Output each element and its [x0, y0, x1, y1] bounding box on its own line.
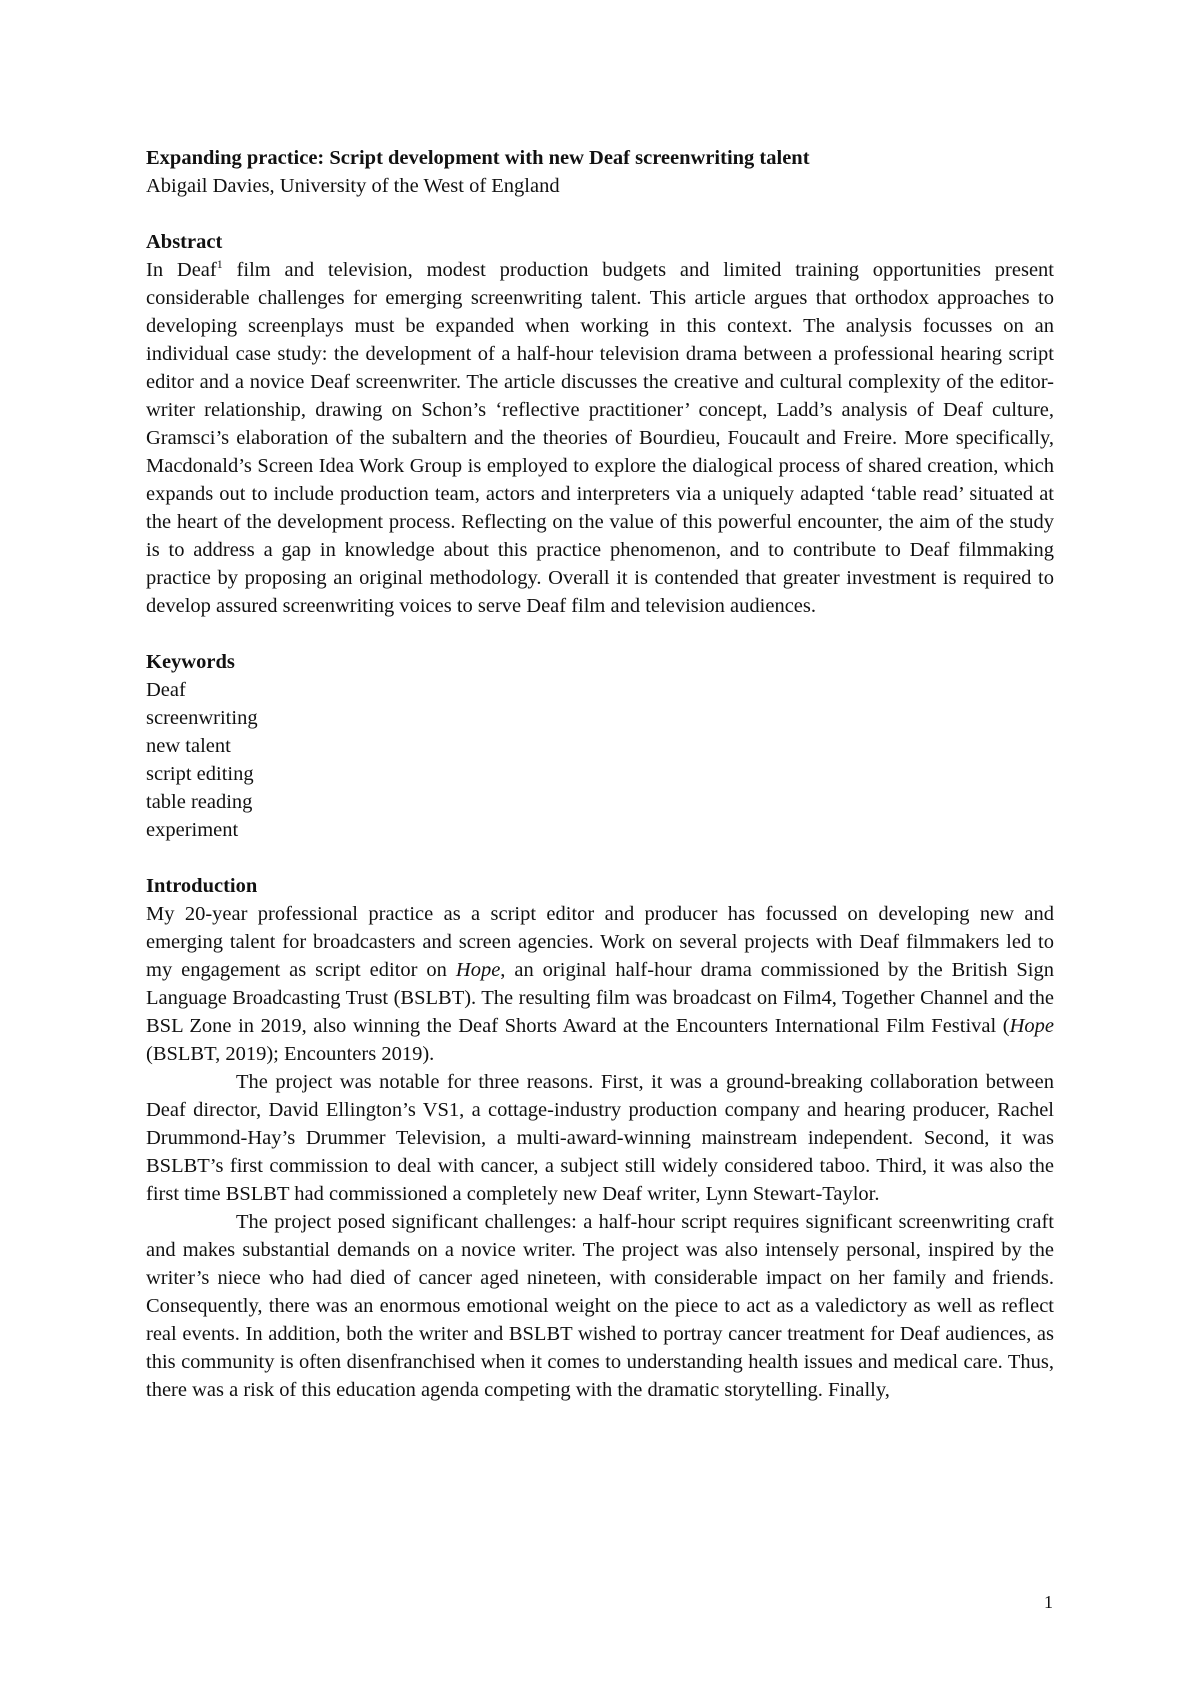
article-title: Expanding practice: Script development with new Deaf screenwriting talent	[146, 147, 810, 169]
keywords-list	[146, 676, 1054, 844]
introduction-heading: Introduction	[146, 875, 258, 897]
intro-p1-text-b: , an original half-hour drama commissioned by the British Sign Language Broadcasting Trust (BSLBT). The resulting film was broadcast on Film4, Together Channel and the BSL Zone in 2019, also winning the Deaf Shorts Award at the Encounters International Film Festival (	[146, 959, 1054, 1037]
abstract-paragraph	[146, 256, 1054, 620]
article-body	[146, 144, 1054, 1404]
footnote-marker[interactable]: 1	[216, 257, 223, 271]
intro-paragraph-3: The project posed significant challenges: a half-hour script requires significant screenwriting craft and makes substantial demands on a novice writer. The project was also intensely personal, inspired by the writer’s niece who had died of cancer aged nineteen, with considerable impact on her family and friends. Consequently, there was an enormous emotional weight on the piece to act as a valedictory as well as reflect real events. In addition, both the writer and BSLBT wished to portray cancer treatment for Deaf audiences, as this community is often disenfranchised when it comes to understanding health issues and medical care. Thus, there was a risk of this education agenda competing with the dramatic storytelling. Finally,	[146, 1211, 1054, 1401]
keyword-item: screenwriting	[146, 707, 258, 729]
page-number: 1	[1044, 1592, 1053, 1612]
keywords-heading: Keywords	[146, 651, 235, 673]
intro-p1-text-a: My 20-year professional practice as a script editor and producer has focussed on developing new and emerging talent for broadcasters and screen agencies. Work on several projects with Deaf filmmakers led to my engagement as script editor on	[146, 903, 1054, 981]
keyword-item: new talent	[146, 735, 231, 757]
intro-p1-text-c: (BSLBT, 2019); Encounters 2019).	[146, 1043, 435, 1065]
abstract-heading: Abstract	[146, 231, 223, 253]
abstract-text: film and television, modest production budgets and limited training opportunities present considerable challenges for emerging screenwriting talent. This article argues that orthodox approaches to developing screenplays must be expanded when working in this context. The analysis focusses on an individual case study: the development of a half-hour television drama between a professional hearing script editor and a novice Deaf screenwriter. The article discusses the creative and cultural complexity of the editor-writer relationship, drawing on Schon’s ‘reflective practitioner’ concept, Ladd’s analysis of Deaf culture, Gramsci’s elaboration of the subaltern and the theories of Bourdieu, Foucault and Freire. More specifically, Macdonald’s Screen Idea Work Group is employed to explore the dialogical process of shared creation, which expands out to include production team, actors and interpreters via a uniquely adapted ‘table read’ situated at the heart of the development process. Reflecting on the value of this powerful encounter, the aim of the study is to address a gap in knowledge about this practice phenomenon, and to contribute to Deaf filmmaking practice by proposing an original methodology. Overall it is contended that greater investment is required to develop assured screenwriting voices to serve Deaf film and television audiences.	[146, 259, 1054, 617]
keyword-item: experiment	[146, 819, 239, 841]
intro-paragraph-1	[146, 900, 1054, 1068]
abstract-lead: In Deaf	[146, 259, 217, 281]
author-affiliation: Abigail Davies, University of the West of England	[146, 175, 560, 197]
keyword-item: table reading	[146, 791, 253, 813]
film-title-hope: Hope	[1009, 1015, 1054, 1037]
keyword-item: Deaf	[146, 679, 186, 701]
film-title-hope: Hope	[455, 959, 501, 981]
intro-paragraph-2: The project was notable for three reasons. First, it was a ground-breaking collaboration between Deaf director, David Ellington’s VS1, a cottage-industry production company and hearing producer, Rachel Drummond-Hay’s Drummer Television, a multi-award-winning mainstream independent. Second, it was BSLBT’s first commission to deal with cancer, a subject still widely considered taboo. Third, it was also the first time BSLBT had commissioned a completely new Deaf writer, Lynn Stewart-Taylor.	[146, 1071, 1054, 1205]
keyword-item: script editing	[146, 763, 254, 785]
